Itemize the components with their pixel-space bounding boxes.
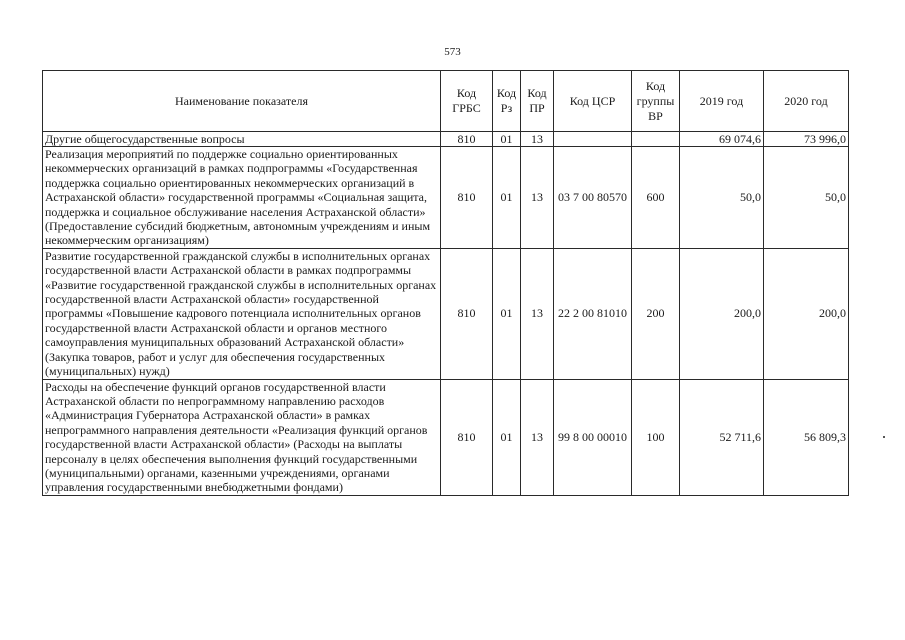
row-amount-2020: 200,0 xyxy=(764,248,849,379)
row-amount-2019: 69 074,6 xyxy=(680,132,764,147)
header-rz-code: Код Рз xyxy=(493,71,521,132)
row-vr-code: 600 xyxy=(632,147,680,249)
row-rz-code: 01 xyxy=(493,147,521,249)
table-row xyxy=(43,379,849,495)
row-csr-code: 99 8 00 00010 xyxy=(554,379,632,495)
row-amount-2020: 56 809,3 xyxy=(764,379,849,495)
row-indicator-name: Другие общегосударственные вопросы xyxy=(43,132,441,147)
row-vr-code: 200 xyxy=(632,248,680,379)
header-indicator-name: Наименование показателя xyxy=(43,71,441,132)
row-pr-code: 13 xyxy=(521,147,554,249)
table-row xyxy=(43,147,849,249)
table-row xyxy=(43,132,849,147)
budget-table xyxy=(42,70,849,496)
row-amount-2020: 73 996,0 xyxy=(764,132,849,147)
row-amount-2019: 50,0 xyxy=(680,147,764,249)
row-vr-code xyxy=(632,132,680,147)
row-csr-code xyxy=(554,132,632,147)
row-indicator-name: Развитие государственной гражданской службы в исполнительных органах государственной власти Астраханской области в рамках подпрограммы «Развитие государственной гражданской службы в исполнительных органах государственной власти Астраханской области» государственной программы «Повышение кадрового потенциала исполнительных органов государственной власти Астраханской области и органов местного самоуправления муниципальных образований Астраханской области» (Закупка товаров, работ и услуг для обеспечения государственных (муниципальных) нужд) xyxy=(43,248,441,379)
row-rz-code: 01 xyxy=(493,379,521,495)
row-pr-code: 13 xyxy=(521,379,554,495)
table-row xyxy=(43,248,849,379)
row-grbs-code: 810 xyxy=(441,379,493,495)
row-indicator-name: Реализация мероприятий по поддержке социально ориентированных некоммерческих организаций в рамках подпрограммы «Государственная поддержка социально ориентированных некоммерческих организаций в Астраханской области» государственной программы «Социальная защита, поддержка и социальное обслуживание населения Астраханской области» (Предоставление субсидий бюджетным, автономным учреждениям и иным некоммерческим организациям) xyxy=(43,147,441,249)
row-pr-code: 13 xyxy=(521,132,554,147)
page-number: 573 xyxy=(444,46,461,58)
row-csr-code: 22 2 00 81010 xyxy=(554,248,632,379)
header-year-2019: 2019 год xyxy=(680,71,764,132)
header-row xyxy=(43,71,849,132)
scan-speck xyxy=(883,436,885,438)
row-rz-code: 01 xyxy=(493,132,521,147)
row-grbs-code: 810 xyxy=(441,132,493,147)
header-pr-code: Код ПР xyxy=(521,71,554,132)
row-amount-2020: 50,0 xyxy=(764,147,849,249)
header-csr-code: Код ЦСР xyxy=(554,71,632,132)
row-amount-2019: 52 711,6 xyxy=(680,379,764,495)
row-grbs-code: 810 xyxy=(441,147,493,249)
header-vr-group-code: Код группы ВР xyxy=(632,71,680,132)
row-pr-code: 13 xyxy=(521,248,554,379)
header-grbs-code: Код ГРБС xyxy=(441,71,493,132)
row-grbs-code: 810 xyxy=(441,248,493,379)
row-rz-code: 01 xyxy=(493,248,521,379)
row-csr-code: 03 7 00 80570 xyxy=(554,147,632,249)
row-amount-2019: 200,0 xyxy=(680,248,764,379)
row-vr-code: 100 xyxy=(632,379,680,495)
row-indicator-name: Расходы на обеспечение функций органов государственной власти Астраханской области по непрограммному направлению расходов «Администрация Губернатора Астраханской области» в рамках непрограммного направления деятельности «Реализация функций органов государственной власти Астраханской области» (Расходы на выплаты персоналу в целях обеспечения выполнения функций государственными (муниципальными) органами, казенными учреждениями, органами управления государственными внебюджетными фондами) xyxy=(43,379,441,495)
header-year-2020: 2020 год xyxy=(764,71,849,132)
